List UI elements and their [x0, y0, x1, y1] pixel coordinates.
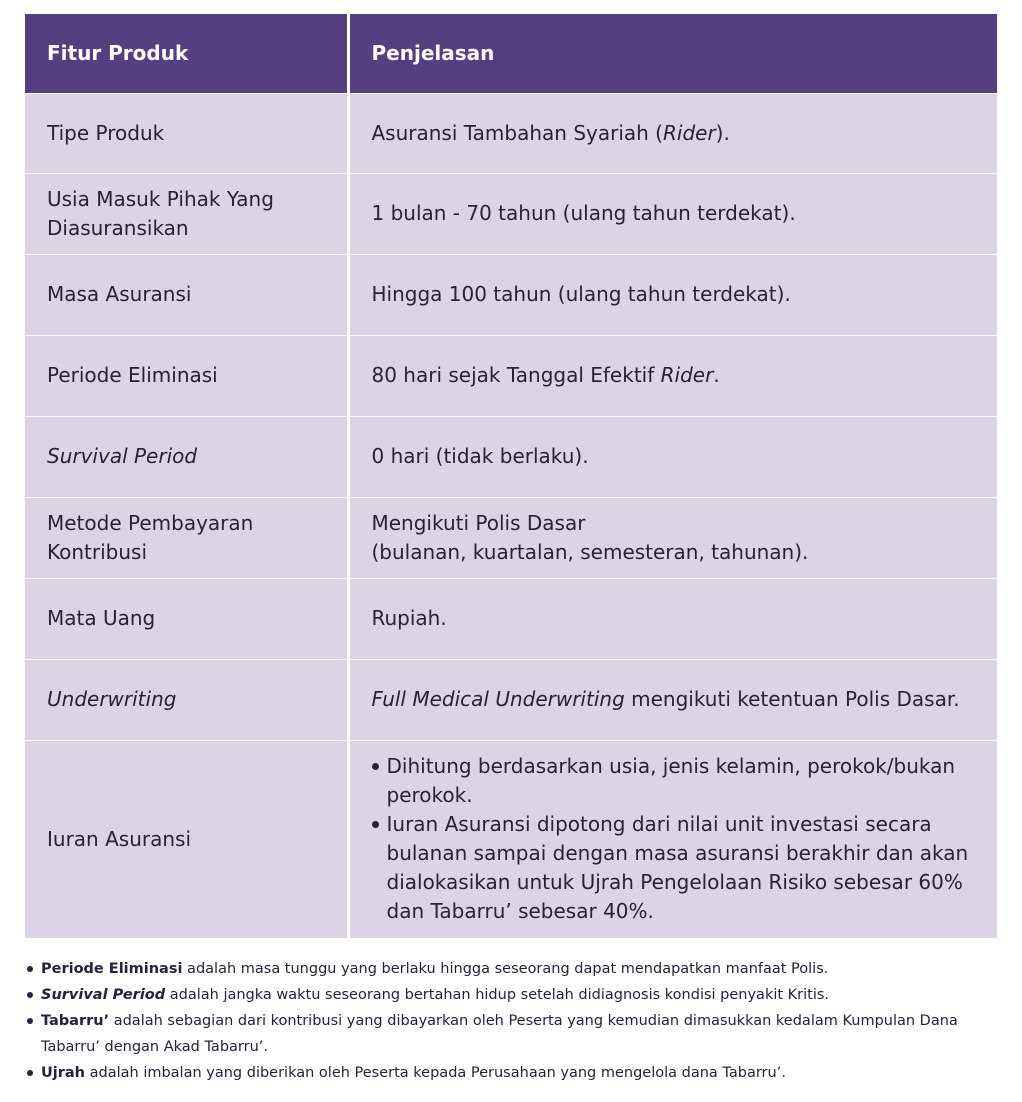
value-text-suffix: mengikuti ketentuan Polis Dasar.: [624, 687, 960, 711]
table-row: [25, 254, 997, 335]
footnote-text: adalah sebagian dari kontribusi yang dibayarkan oleh Peserta yang kemudian dimasukkan kedalam Kumpulan Dana Tabarru’ dengan Akad Tabarru’.: [41, 1013, 958, 1055]
table-header-row: [25, 14, 997, 93]
row-feature-value: [348, 335, 997, 416]
row-feature-label: Underwriting: [25, 659, 348, 740]
row-feature-label: Metode Pembayaran Kontribusi: [25, 497, 348, 578]
bullet-list: [372, 752, 974, 926]
row-feature-label: Survival Period: [25, 416, 348, 497]
table-row: [25, 659, 997, 740]
footnote-item: [25, 956, 985, 982]
value-text: Asuransi Tambahan Syariah (: [371, 120, 663, 145]
footnotes-list: [25, 956, 985, 1086]
footnote-item: [25, 1060, 985, 1086]
product-features-table: [25, 14, 997, 938]
row-feature-label: Periode Eliminasi: [25, 335, 348, 416]
row-feature-value: 1 bulan - 70 tahun (ulang tahun terdekat).: [348, 173, 997, 254]
footnote-term: Ujrah: [41, 1065, 86, 1081]
table-row: [25, 173, 997, 254]
value-italic-text: Rider: [660, 363, 714, 387]
row-feature-value: Rupiah.: [348, 578, 997, 659]
row-feature-value: [348, 497, 997, 578]
table-row: [25, 93, 997, 173]
footnote-term: Tabarru’: [41, 1013, 110, 1029]
table-row: [25, 335, 997, 416]
footnote-text: adalah jangka waktu seseorang bertahan hidup setelah didiagnosis kondisi penyakit Kritis.: [165, 987, 830, 1003]
footnote-text: adalah masa tunggu yang berlaku hingga seseorang dapat mendapatkan manfaat Polis.: [182, 961, 829, 977]
value-italic-text: Rider: [662, 120, 716, 145]
footnote-term: Periode Eliminasi: [41, 961, 183, 977]
column-header-explanation: Penjelasan: [348, 14, 997, 93]
table-row: [25, 416, 997, 497]
footnote-term: Survival Period: [41, 987, 166, 1003]
value-text-suffix: .: [713, 363, 720, 387]
column-header-feature: Fitur Produk: [25, 14, 348, 93]
value-italic-text: Full Medical Underwriting: [371, 687, 625, 711]
row-feature-label: Mata Uang: [25, 578, 348, 659]
row-feature-value: [348, 93, 997, 173]
row-feature-value: Hingga 100 tahun (ulang tahun terdekat).: [348, 254, 997, 335]
footnote-text: adalah imbalan yang diberikan oleh Peserta kepada Perusahaan yang mengelola dana Tabarru’.: [85, 1065, 786, 1081]
row-feature-label: Tipe Produk: [25, 93, 348, 173]
row-feature-value: 0 hari (tidak berlaku).: [348, 416, 997, 497]
value-text: 80 hari sejak Tanggal Efektif: [371, 363, 661, 387]
row-feature-label: Iuran Asuransi: [25, 740, 348, 938]
row-feature-label: Usia Masuk Pihak Yang Diasuransikan: [25, 173, 348, 254]
footnote-item: [25, 1008, 985, 1060]
footnote-item: [25, 982, 985, 1008]
row-feature-value: [348, 659, 997, 740]
table-row: [25, 740, 997, 938]
table-row: [25, 578, 997, 659]
row-feature-value: [348, 740, 997, 938]
row-feature-label: Masa Asuransi: [25, 254, 348, 335]
list-item: Iuran Asuransi dipotong dari nilai unit investasi secara bulanan sampai dengan masa asuransi berakhir dan akan dialokasikan untuk Ujrah Pengelolaan Risiko sebesar 60% dan Tabarru’ sebesar 40%.: [372, 810, 974, 926]
list-item: Dihitung berdasarkan usia, jenis kelamin, perokok/bukan perokok.: [372, 752, 974, 810]
value-text-suffix: ).: [715, 120, 730, 145]
value-line-1: Mengikuti Polis Dasar: [371, 510, 586, 535]
table-row: [25, 497, 997, 578]
value-line-2: (bulanan, kuartalan, semesteran, tahunan).: [371, 539, 809, 564]
